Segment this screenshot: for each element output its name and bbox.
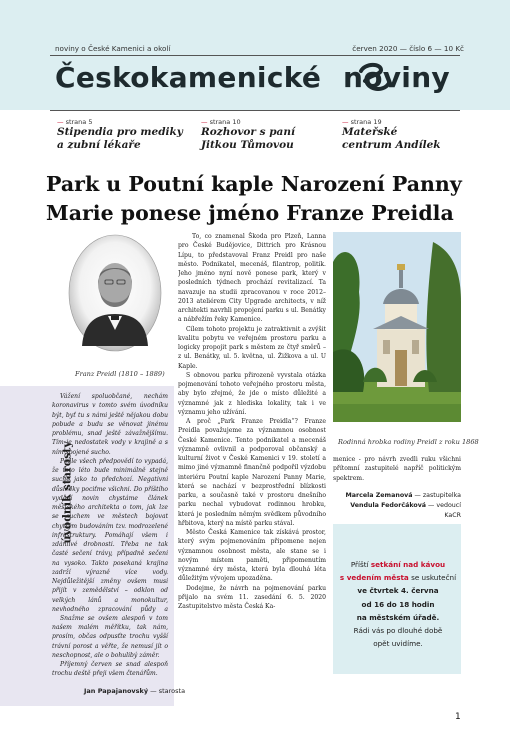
article-paragraph: Město Česká Kamenice tak získává prostor, který svým pojmenováním připomene nejen významnou osobnost města, ale stane se i novým místem paměti, připomenutím významné éry města, která byla dlouhá léta důležitým vývojem upozaděna. (178, 529, 326, 583)
article-paragraph: To, co znamenal Škoda pro Plzeň, Lanna pro České Budějovice, Dittrich pro Krásnou Lípu, to představoval Franz Preidl pro naše město. Podnikatel, mecenáš, filantrop, politik. Jeho jméno nyní nově ponese park, který v posledních týdnech prochází revitalizací. Ta navazuje na studii zpracovanou v roce 2012–2013 ateliérem City Upgrade architects, v níž architekti navrhli propojení parku s ul. Benátky a nábřežím řeky Kamenice. (178, 233, 326, 324)
masthead-bottom-rule (50, 110, 460, 111)
chapel-photo (333, 232, 461, 422)
article-body-right (333, 455, 461, 521)
page-number: 1 (455, 712, 461, 722)
masthead-tagline: noviny o České Kamenici a okolí (55, 44, 171, 53)
signature-1: Marcela Zemanová — zastupitelka (345, 491, 461, 499)
sidebar-paragraph: Příjemný červen se snad alespoň trochu deště přeji všem čtenářům. (52, 661, 168, 678)
notice-text: Příští setkání nad kávou s vedením města se uskuteční ve čtvrtek 4. června od 16 do 18 hodin na městském úřadě. Rádi vás po dlouhé době opět uvidíme. (339, 560, 457, 649)
sidebar-paragraph: Vážení spoluobčané, nechám koronavirus v tomto svém úvodníku být, byť tu s námi ještě nějakou dobu pobude a budu se věnovat jinému problému, snad ještě závažnějšímu. Tím je nedostatek vody v krajině a s ním spojené sucho. (52, 393, 168, 456)
portrait-caption: Franz Preidl (1810 – 1889) (75, 370, 165, 378)
teaser-page: — strana 10 (201, 118, 241, 126)
issue-info: červen 2020 — číslo 6 — 10 Kč (352, 44, 464, 53)
teaser-headline: Rozhovor s paní Jitkou Tůmovou (201, 126, 295, 151)
article-paragraph: Dodejme, že návrh na pojmenování parku přijalo na svém 11. zasedání 6. 5. 2020 Zastupitelstvo města Česká Ka- (178, 584, 326, 610)
article-paragraph: menice - pro návrh zvedli ruku všichni přítomní zastupitelé napříč politickým spektrem. (333, 456, 461, 482)
sidebar-text (52, 392, 168, 679)
article-paragraph: Cílem tohoto projektu je zatraktivnit a zvýšit kvalitu pobytu ve veřejném prostoru parku a logicky propojit park s městem ze čtyř směrů – z ul. Benátky, ul. 5. května, ul. Žižkova a ul. U Kaple. (178, 325, 326, 370)
sidebar-paragraph: Snažme se ovšem alespoň v tom našem malém měřítku, tak nám, prosím, občas odpusťte trochu vyšší trávní porost a věřte, že nemusí jít o neschopnost, ale o bohulibý záměr. (52, 614, 168, 659)
sidebar-label: úvodník starosty (60, 441, 74, 544)
portrait-image (68, 234, 162, 352)
article-headline: Park u Poutní kaple Narození Panny Marie ponese jméno Franze Preidla (46, 172, 462, 225)
teaser-page: — strana 5 (57, 118, 93, 126)
sidebar-signature: Jan Papajanovský — starosta (84, 687, 186, 695)
newspaper-title (50, 61, 460, 97)
teaser-1[interactable] (57, 118, 183, 152)
article-paragraph: S obnovou parku přirozeně vyvstala otázka pojmenování tohoto veřejného prostoru města, aby bylo zřejmé, že jde o místo důležité a významné jak z hlediska lokality, tak i ve významu jeho užívání. (178, 371, 326, 416)
teaser-3[interactable] (342, 118, 441, 152)
sidebar-paragraph: Podle všech předpovědí to vypadá, že toto léto bude minimálně stejně suché jako to předchozí. Negativní důsledky pociťme všichni. Do příštího vydání novin chystáme článek městského architekta o tom, jak lze se suchem ve městech bojovat chytrým budováním tzv. modrozelené infrastruktury. Pomáhají všem i zdánlivé drobnosti. Třeba ne tak časté sečení trávy, případně sečení na vysoko. Takto posekaná krajina zadrží výrazně více vody. Nejdůležitější změny ovšem musí přijít v zemědělství – odklon od velkých lánů a monokultur, nevhodného zpracování půdy a (52, 457, 168, 613)
article-body (178, 232, 326, 672)
photo-caption: Rodinná hrobka rodiny Preidl z roku 1868 (338, 438, 479, 446)
masthead-top-rule (50, 55, 460, 56)
title-left: Českokamenické (55, 61, 322, 94)
title-right: noviny (342, 61, 450, 94)
teaser-page: — strana 19 (342, 118, 382, 126)
teaser-headline: Stipendia pro mediky a zubní lékaře (57, 126, 183, 151)
signature-2: Vendula Fedorčáková — vedoucí KaCR (350, 501, 461, 519)
teaser-headline: Mateřské centrum Andílek (342, 126, 441, 151)
article-paragraph: A proč „Park Franze Preidla“? Franze Preidla považujeme za významnou osobnost České Kamenice. Tento podnikatel a mecenáš významně ovlivnil a podporoval občanský a kulturní život v České Kamenici v 19. století a mimo jiné významně finančně podpořil výzdobu interiéru Poutní kaple Narození Panny Marie, která se nachází v bezprostřední blízkosti parku, a současně také v prostoru dnešního parku nechal vybudovat rodinnou hrobku, která je posledním němým svědkem původního hřbitova, který na místě parku stával. (178, 418, 326, 527)
teaser-2[interactable] (201, 118, 295, 152)
